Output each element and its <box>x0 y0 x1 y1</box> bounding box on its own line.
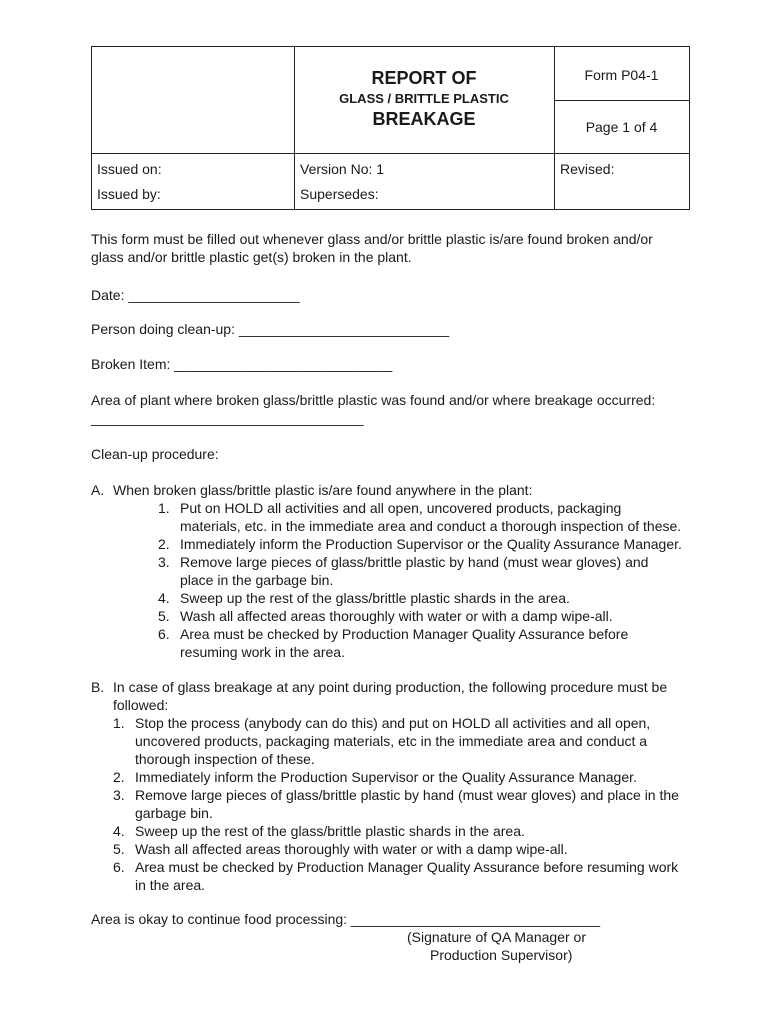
version-label: Version No: 1 <box>300 161 385 177</box>
list-item-text: Immediately inform the Production Supervisor or the Quality Assurance Manager. <box>180 536 682 552</box>
list-item-text: Stop the process (anybody can do this) and put on HOLD all activities and all open, <box>135 715 651 731</box>
list-item-text: Put on HOLD all activities and all open, uncovered products, packaging <box>180 500 622 516</box>
report-title-line3: BREAKAGE <box>372 109 476 129</box>
area-of-plant-label: Area of plant where broken glass/brittle plastic was found and/or where breakage occurred: <box>91 392 656 408</box>
list-item-text: Remove large pieces of glass/brittle plastic by hand (must wear gloves) and place in the <box>135 787 679 803</box>
date-field[interactable]: Date: ______________________ <box>91 287 300 303</box>
list-item-text: Remove large pieces of glass/brittle plastic by hand (must wear gloves) and <box>180 554 649 570</box>
list-item-text: Sweep up the rest of the glass/brittle plastic shards in the area. <box>180 590 570 606</box>
list-item-number: 3. <box>113 787 125 803</box>
list-item-number: 1. <box>158 500 170 516</box>
cleanup-procedure-heading: Clean-up procedure: <box>91 446 219 462</box>
report-title-line2: GLASS / BRITTLE PLASTIC <box>339 91 509 106</box>
area-of-plant-field[interactable]: ___________________________________ <box>91 410 364 426</box>
list-item-text: Area must be checked by Production Manager Quality Assurance before <box>180 626 629 642</box>
signoff-line[interactable]: Area is okay to continue food processing: ________________________________ <box>91 911 601 927</box>
list-item-text: place in the garbage bin. <box>180 572 334 588</box>
list-item-number: 4. <box>113 823 125 839</box>
list-item-number: 6. <box>113 859 125 875</box>
revised-label: Revised: <box>560 161 615 177</box>
list-item-text: Wash all affected areas thoroughly with water or with a damp wipe-all. <box>135 841 568 857</box>
list-item-text: Wash all affected areas thoroughly with water or with a damp wipe-all. <box>180 608 613 624</box>
list-item-text: Immediately inform the Production Supervisor or the Quality Assurance Manager. <box>135 769 637 785</box>
supersedes-label: Supersedes: <box>300 186 379 202</box>
form-header-table <box>91 46 690 210</box>
logo-cell <box>92 47 294 153</box>
intro-text-line2: glass and/or brittle plastic get(s) broken in the plant. <box>91 249 412 265</box>
list-item-number: 1. <box>113 715 125 731</box>
broken-item-field[interactable]: Broken Item: ____________________________ <box>91 356 393 372</box>
list-item-number: 5. <box>158 608 170 624</box>
list-item-text: uncovered products, packaging materials, etc in the immediate area and conduct a <box>135 733 648 749</box>
page-number: Page 1 of 4 <box>585 119 658 135</box>
list-item-number: 2. <box>113 769 125 785</box>
person-cleanup-field[interactable]: Person doing clean-up: ___________________________ <box>91 321 450 337</box>
list-item-number: 4. <box>158 590 170 606</box>
list-item-number: 3. <box>158 554 170 570</box>
list-item-text: Sweep up the rest of the glass/brittle plastic shards in the area. <box>135 823 525 839</box>
issued-on-label: Issued on: <box>97 161 162 177</box>
signature-caption-line1: (Signature of QA Manager or <box>407 929 586 945</box>
form-number: Form P04-1 <box>584 67 659 83</box>
section-b-heading-line2: followed: <box>113 697 169 713</box>
signature-caption-line2: Production Supervisor) <box>430 947 573 963</box>
report-title-line1: REPORT OF <box>371 68 477 88</box>
list-item-number: 5. <box>113 841 125 857</box>
issued-by-label: Issued by: <box>97 186 161 202</box>
list-item-text: Area must be checked by Production Manager Quality Assurance before resuming work <box>135 859 679 875</box>
list-item-text: resuming work in the area. <box>180 644 345 660</box>
section-a-letter: A. <box>91 482 105 498</box>
list-item-number: 6. <box>158 626 170 642</box>
list-item-number: 2. <box>158 536 170 552</box>
list-item-text: in the area. <box>135 877 206 893</box>
section-b-letter: B. <box>91 679 105 695</box>
section-a-heading: When broken glass/brittle plastic is/are found anywhere in the plant: <box>113 482 533 498</box>
list-item-text: materials, etc. in the immediate area and conduct a thorough inspection of these. <box>180 518 682 534</box>
list-item-text: thorough inspection of these. <box>135 751 315 767</box>
section-b-heading-line1: In case of glass breakage at any point during production, the following procedure must be <box>113 679 668 695</box>
intro-text-line1: This form must be filled out whenever glass and/or brittle plastic is/are found broken and/or <box>91 231 653 247</box>
list-item-text: garbage bin. <box>135 805 213 821</box>
